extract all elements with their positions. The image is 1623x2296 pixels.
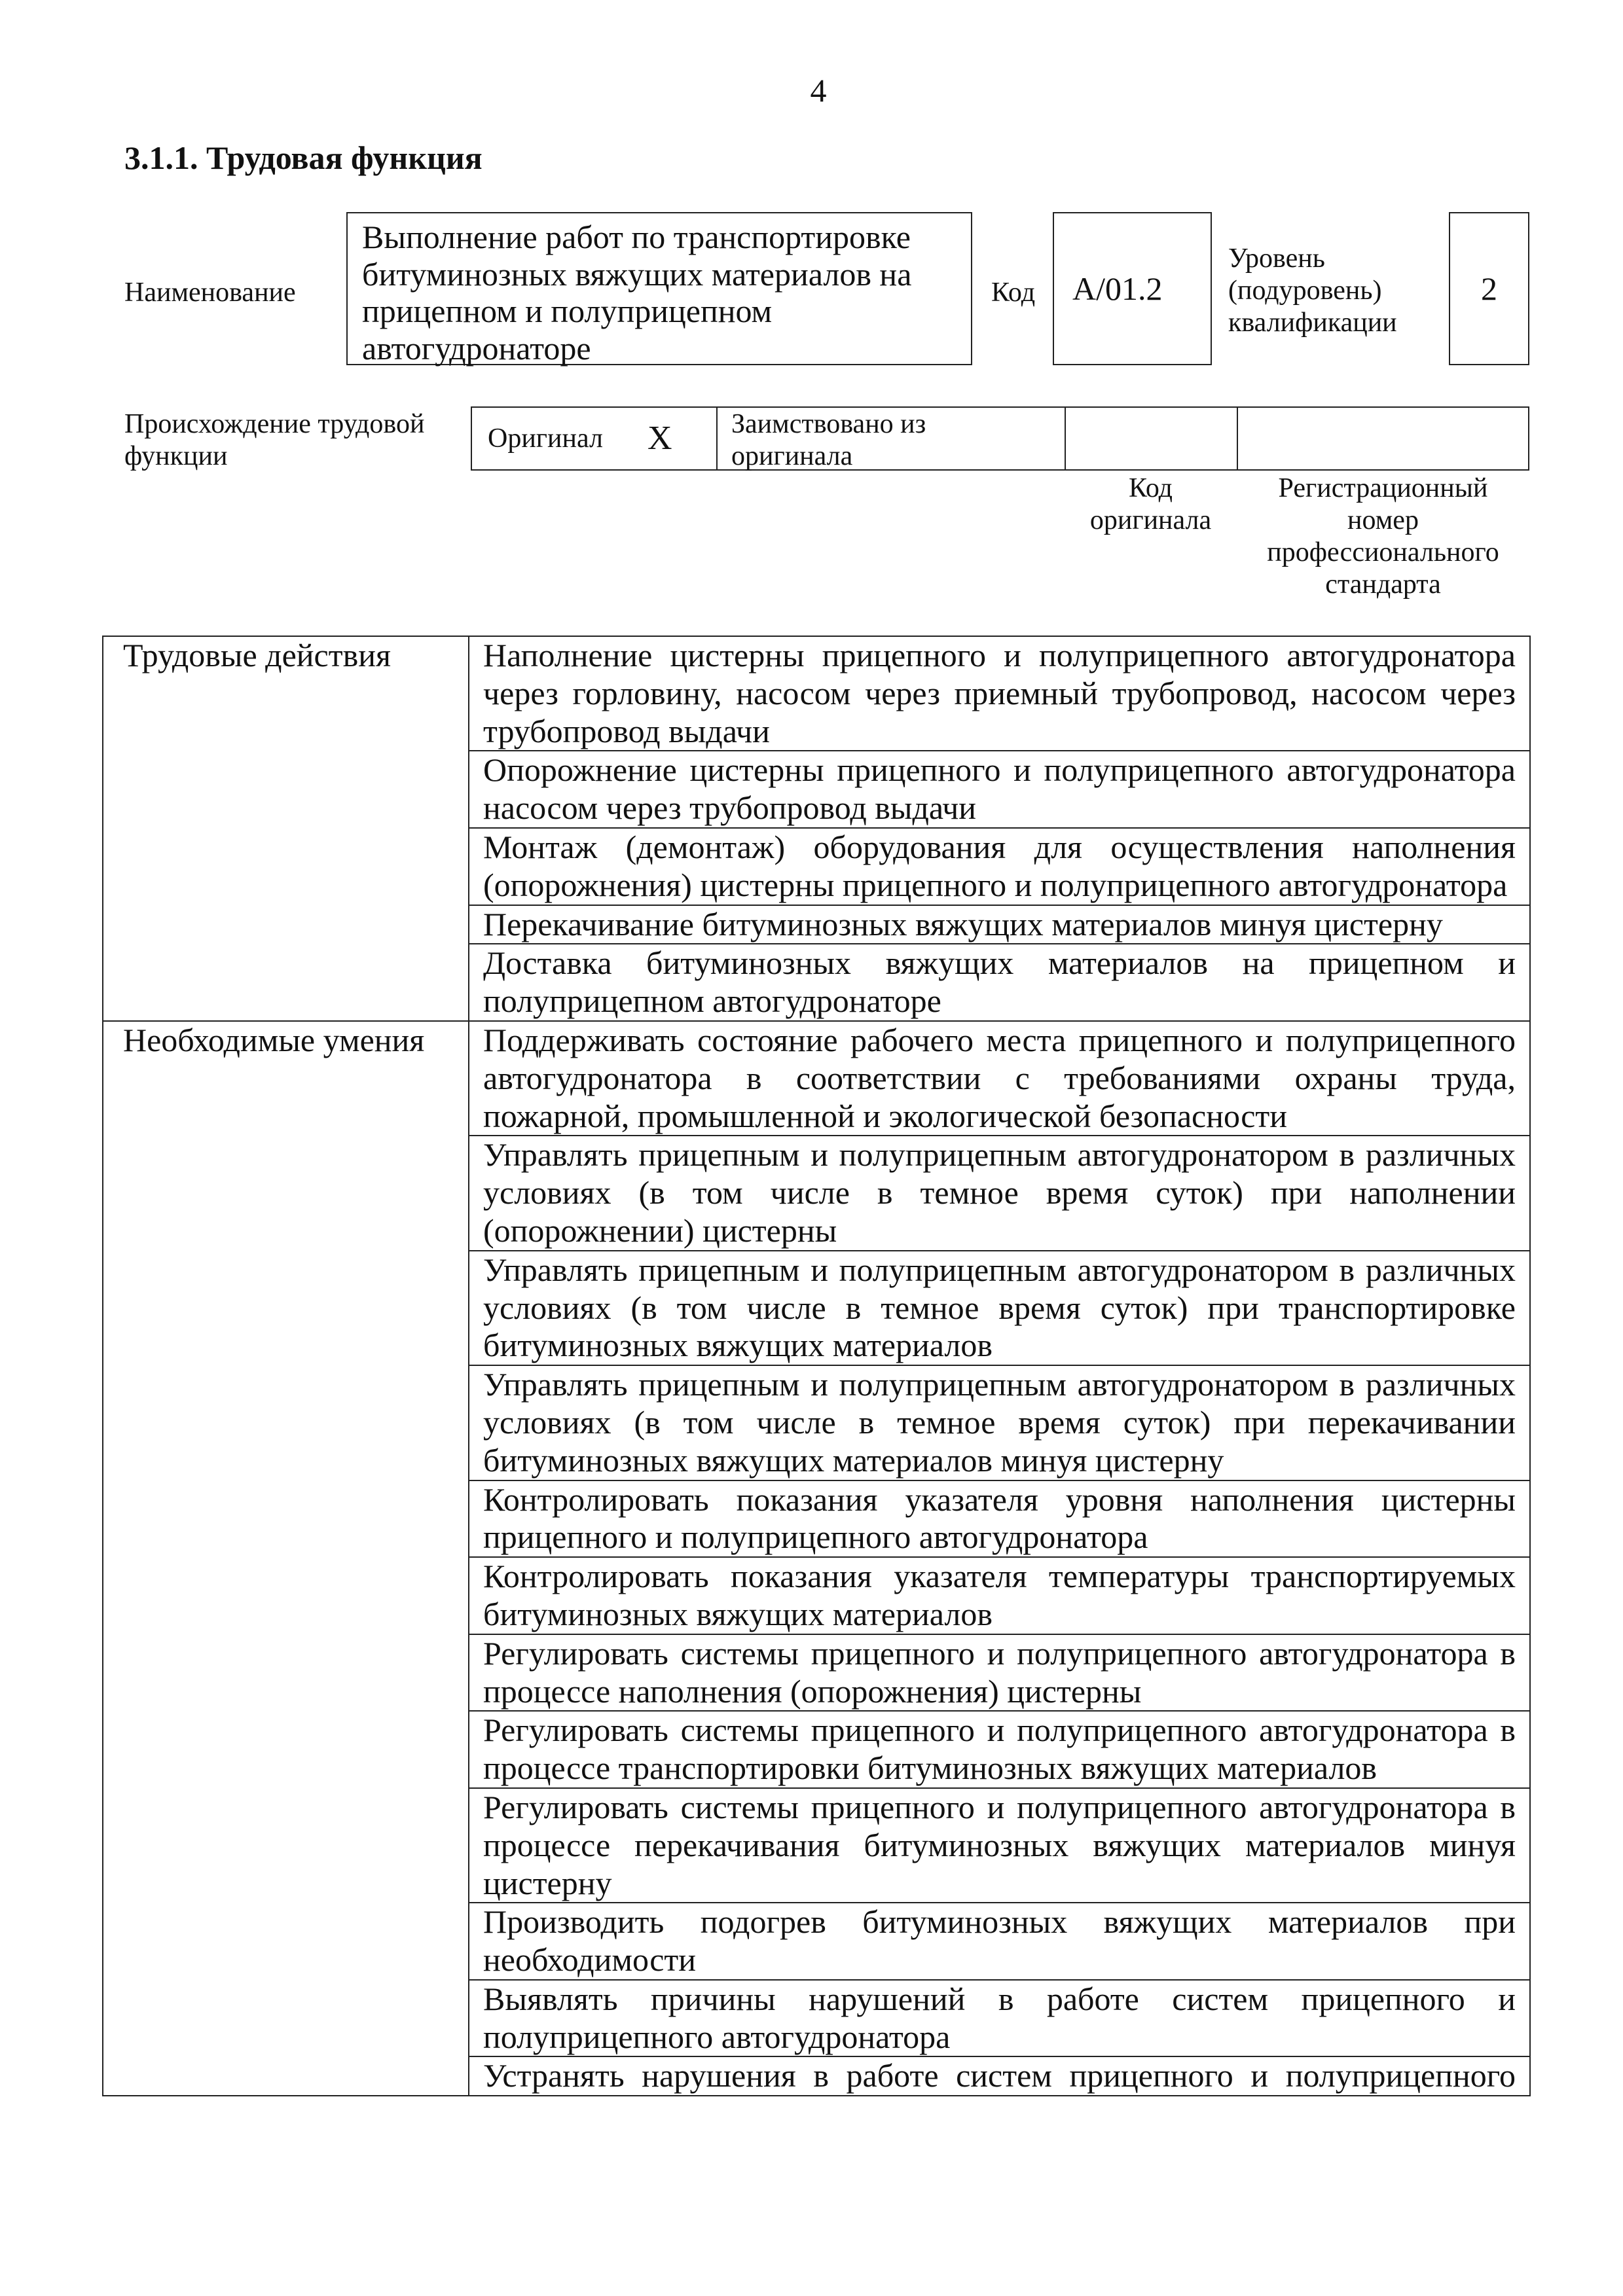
cell-text-line: Контролировать показания указателя уровня наполнения цистерны [483, 1480, 1516, 1518]
cell-text-line: Доставка битуминозных вяжущих материалов на прицепном и [483, 944, 1516, 982]
section-heading: 3.1.1. Трудовая функция [124, 139, 483, 176]
borrowed-label-line: оригинала [731, 441, 853, 471]
original-cell [472, 408, 716, 469]
cell-text-line: условиях (в том числе в темное время суток) при перекачивании [483, 1403, 1516, 1441]
borrowed-label-line: Заимствовано из [731, 409, 926, 439]
cell-text-line: полуприцепном автогудронаторе [483, 982, 941, 1020]
cell-text-line: Регулировать системы прицепного и полуприцепного автогудронатора в [483, 1634, 1516, 1672]
table-cell [469, 2056, 1530, 2096]
cell-text-line: условиях (в том числе в темное время суток) при наполнении [483, 1174, 1516, 1211]
cell-text-line: Наполнение цистерны прицепного и полуприцепного автогудронатора [483, 637, 1516, 673]
original-code-cell [1065, 408, 1237, 469]
cell-text-line: Регулировать системы прицепного и полуприцепного автогудронатора в [483, 1712, 1516, 1749]
cell-text-line: автогудронатора в соответствии с требованиями охраны труда, [483, 1059, 1516, 1096]
code-box [1053, 212, 1212, 365]
cell-text-line: трубопровод выдачи [483, 712, 770, 749]
cell-text-line: цистерну [483, 1864, 612, 1901]
table-cell [469, 1634, 1530, 1712]
cell-text-line: необходимости [483, 1941, 697, 1979]
table-cell [469, 1980, 1530, 2057]
section-title: Необходимые умения [103, 1021, 469, 2096]
original-code-caption [1065, 473, 1237, 537]
origin-table [471, 406, 1529, 471]
origin-label-line: Происхождение трудовой [124, 409, 425, 439]
cell-text-line: пожарной, промышленной и экологической безопасности [483, 1097, 1288, 1134]
cell-text-line: битуминозных вяжущих материалов минуя цистерну [483, 1441, 1224, 1479]
function-name-box [346, 212, 972, 365]
table-cell [469, 1480, 1530, 1558]
registration-number-cell [1237, 408, 1528, 469]
table-cell [469, 1136, 1530, 1250]
level-label-line: квалификации [1228, 308, 1397, 338]
cell-text-line: Управлять прицепным и полуприцепным автогудронатором в различных [483, 1366, 1516, 1403]
cell-text-line: Регулировать системы прицепного и полуприцепного автогудронатора в [483, 1788, 1516, 1825]
level-label-line: (подуровень) [1228, 276, 1382, 306]
table-cell [469, 828, 1530, 905]
original-label: Оригинал [488, 423, 603, 454]
cell-text-line: Управлять прицепным и полуприцепным автогудронатором в различных [483, 1251, 1516, 1288]
cell-text-line: Устранять нарушения в работе систем прицепного и полуприцепного [483, 2057, 1516, 2094]
registration-number-caption [1237, 473, 1529, 601]
caption-line: профессионального [1267, 537, 1499, 567]
cell-text-line: Управлять прицепным и полуприцепным автогудронатором в различных [483, 1136, 1516, 1174]
table-cell [469, 751, 1530, 828]
borrowed-cell [716, 408, 1065, 469]
cell-text-line: Опорожнение цистерны прицепного и полуприцепного автогудронатора [483, 751, 1516, 789]
code-value: A/01.2 [1072, 270, 1163, 307]
cell-text-line: процессе наполнения (опорожнения) цистерны [483, 1672, 1142, 1710]
cell-text-line: через горловину, насосом через приемный трубопровод, насосом через [483, 674, 1516, 711]
cell-text-line: (опорожнении) цистерны [483, 1211, 837, 1249]
cell-text-line: битуминозных вяжущих материалов [483, 1595, 993, 1632]
table-cell [469, 1557, 1530, 1634]
section-title: Трудовые действия [103, 636, 469, 1021]
table-row [103, 636, 1530, 751]
origin-label-line: функции [124, 441, 228, 471]
cell-text-line: (опорожнения) цистерны прицепного и полуприцепного автогудронатора [483, 866, 1508, 903]
labor-actions-section [103, 636, 1530, 1021]
table-cell [469, 636, 1530, 751]
name-label: Наименование [124, 278, 296, 308]
cell-text-line: Выявлять причины нарушений в работе систем прицепного и [483, 1980, 1516, 2017]
labor-function-table [102, 636, 1531, 2096]
cell-text-line: Поддерживать состояние рабочего места прицепного и полуприцепного [483, 1021, 1516, 1058]
cell-text-line: полуприцепного автогудронатора [483, 2018, 951, 2055]
table-cell [469, 1903, 1530, 1980]
caption-line: Регистрационный [1278, 473, 1488, 503]
table-cell [469, 1711, 1530, 1788]
caption-line: оригинала [1089, 505, 1212, 535]
caption-line: стандарта [1325, 569, 1441, 600]
caption-line: Код [1128, 473, 1173, 503]
table-cell [469, 1365, 1530, 1480]
qualification-level-value: 2 [1481, 270, 1497, 307]
cell-text-line: битуминозных вяжущих материалов [483, 1327, 993, 1364]
cell-text-line: Монтаж (демонтаж) оборудования для осуществления наполнения [483, 828, 1516, 865]
cell-text-line: насосом через трубопровод выдачи [483, 789, 977, 827]
caption-line: номер [1347, 505, 1419, 535]
cell-text-line: процессе транспортировки битуминозных вяжущих материалов [483, 1749, 1377, 1787]
original-mark: X [647, 420, 672, 457]
table-cell [469, 1788, 1530, 1903]
qualification-level-label [1228, 243, 1397, 339]
cell-text-line: Перекачивание битуминозных вяжущих материалов минуя цистерну [483, 905, 1443, 942]
table-cell [469, 944, 1530, 1021]
level-label-line: Уровень [1228, 243, 1325, 274]
code-label: Код [991, 278, 1036, 308]
cell-text-line: условиях (в том числе в темное время суток) при транспортировке [483, 1289, 1516, 1326]
cell-text-line: Контролировать показания указателя температуры транспортируемых [483, 1558, 1516, 1595]
table-row [103, 1021, 1530, 1136]
table-cell [469, 1021, 1530, 1136]
cell-text-line: Производить подогрев битуминозных вяжущих материалов при [483, 1903, 1516, 1941]
table-cell [469, 1251, 1530, 1365]
cell-text-line: прицепного и полуприцепного автогудронатора [483, 1518, 1148, 1556]
qualification-level-box [1449, 212, 1529, 365]
function-name-line: битуминозных вяжущих материалов на [362, 255, 912, 293]
table-cell [469, 905, 1530, 944]
function-name-line: автогудронаторе [362, 329, 591, 367]
page-number: 4 [810, 72, 827, 109]
function-name-line: Выполнение работ по транспортировке [362, 219, 911, 255]
function-name-line: прицепном и полуприцепном [362, 293, 773, 329]
origin-label [124, 408, 424, 473]
cell-text-line: процессе перекачивания битуминозных вяжущих материалов минуя [483, 1826, 1516, 1863]
required-skills-section [103, 1021, 1530, 2096]
borrowed-label [731, 408, 926, 473]
